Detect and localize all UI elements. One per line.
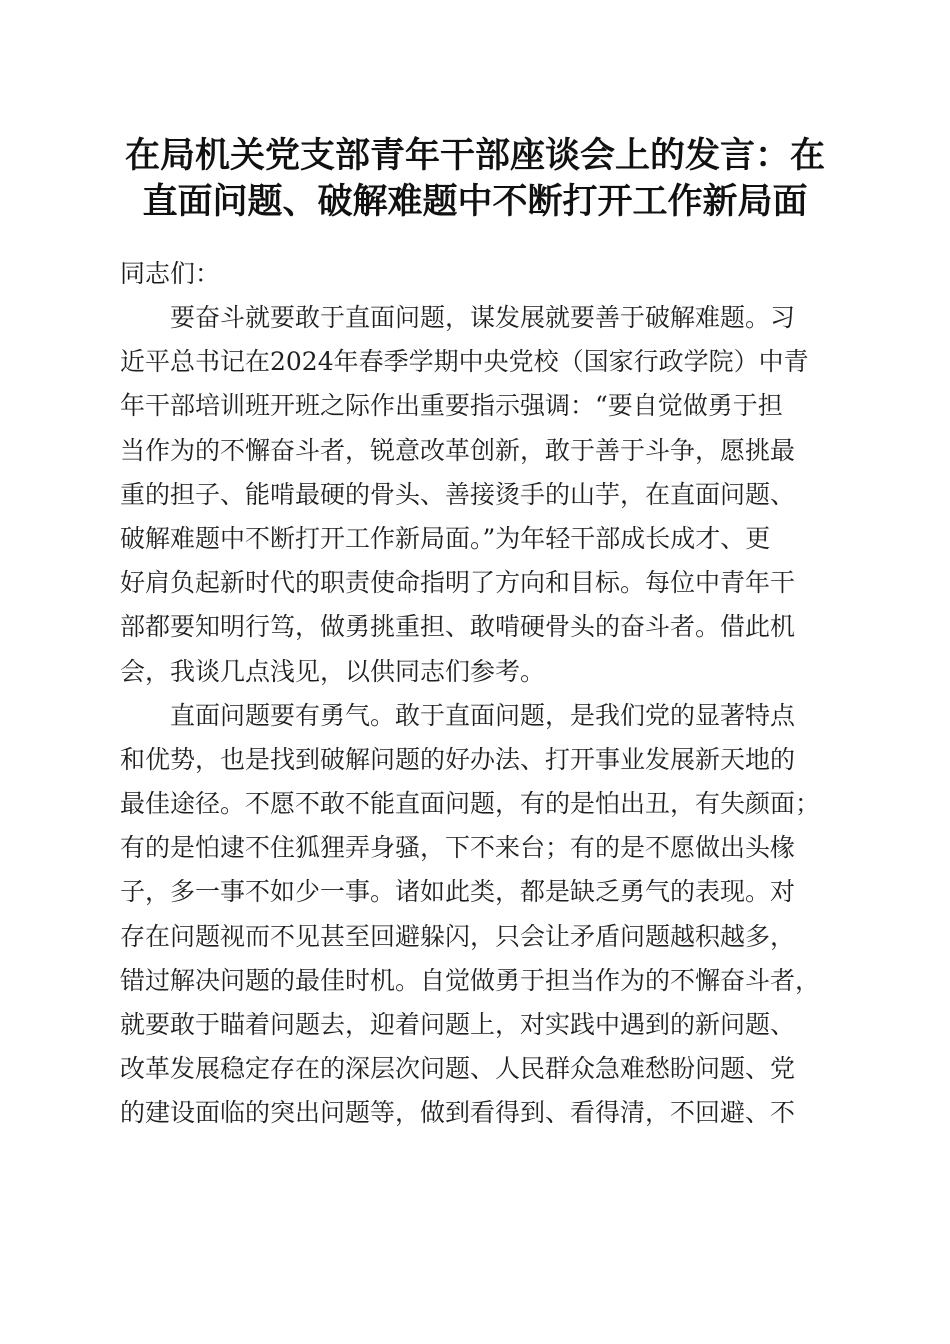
text-line: 重的担子、能啃最硬的骨头、善接烫手的山芋，在直面问题、 [120, 479, 796, 509]
text-line: 要奋斗就要敢于直面问题，谋发展就要善于破解难题。习 [120, 303, 796, 332]
text-line: 会，我谈几点浅见，以供同志们参考。 [120, 656, 546, 686]
text-line: 直面问题要有勇气。敢于直面问题，是我们党的显著特点 [120, 700, 796, 730]
salutation: 同志们： [120, 259, 221, 288]
text-line: 有的是怕逮不住狐狸弄身骚，下不来台；有的是不愿做出头椽 [120, 833, 796, 863]
title-line: 在局机关党支部青年干部座谈会上的发言：在 [124, 135, 825, 176]
text-line: 年干部培训班开班之际作出重要指示强调：“要自觉做勇于担 [120, 391, 783, 421]
text-line: 子，多一事不如少一事。诸如此类，都是缺乏勇气的表现。对 [120, 877, 796, 907]
text-line: 存在问题视而不见甚至回避躲闪，只会让矛盾问题越积越多， [120, 921, 796, 951]
text-line: 当作为的不懈奋斗者，锐意改革创新，敢于善于斗争，愿挑最 [120, 435, 796, 465]
text-line: 的建设面临的突出问题等，做到看得到、看得清，不回避、不 [120, 1098, 796, 1128]
text-line: 改革发展稳定存在的深层次问题、人民群众急难愁盼问题、党 [120, 1054, 796, 1084]
document-title [110, 133, 840, 225]
text-line: 最佳途径。不愿不敢不能直面问题，有的是怕出丑，有失颜面； [120, 789, 821, 819]
text-line: 近平总书记在2024年春季学期中央党校（国家行政学院）中青 [120, 347, 809, 377]
title-line: 直面问题、破解难题中不断打开工作新局面 [142, 181, 808, 222]
text-line: 错过解决问题的最佳时机。自觉做勇于担当作为的不懈奋斗者， [120, 965, 821, 995]
text-line: 部都要知明行笃，做勇挑重担、敢啃硬骨头的奋斗者。借此机 [120, 612, 796, 642]
body-text [120, 296, 832, 1136]
text-line: 好肩负起新时代的职责使命指明了方向和目标。每位中青年干 [120, 568, 796, 598]
text-line: 就要敢于瞄着问题去，迎着问题上，对实践中遇到的新问题、 [120, 1010, 796, 1039]
text-line: 破解难题中不断打开工作新局面。”为年轻干部成长成才、更 [120, 523, 771, 553]
text-line: 和优势，也是找到破解问题的好办法、打开事业发展新天地的 [120, 744, 796, 774]
